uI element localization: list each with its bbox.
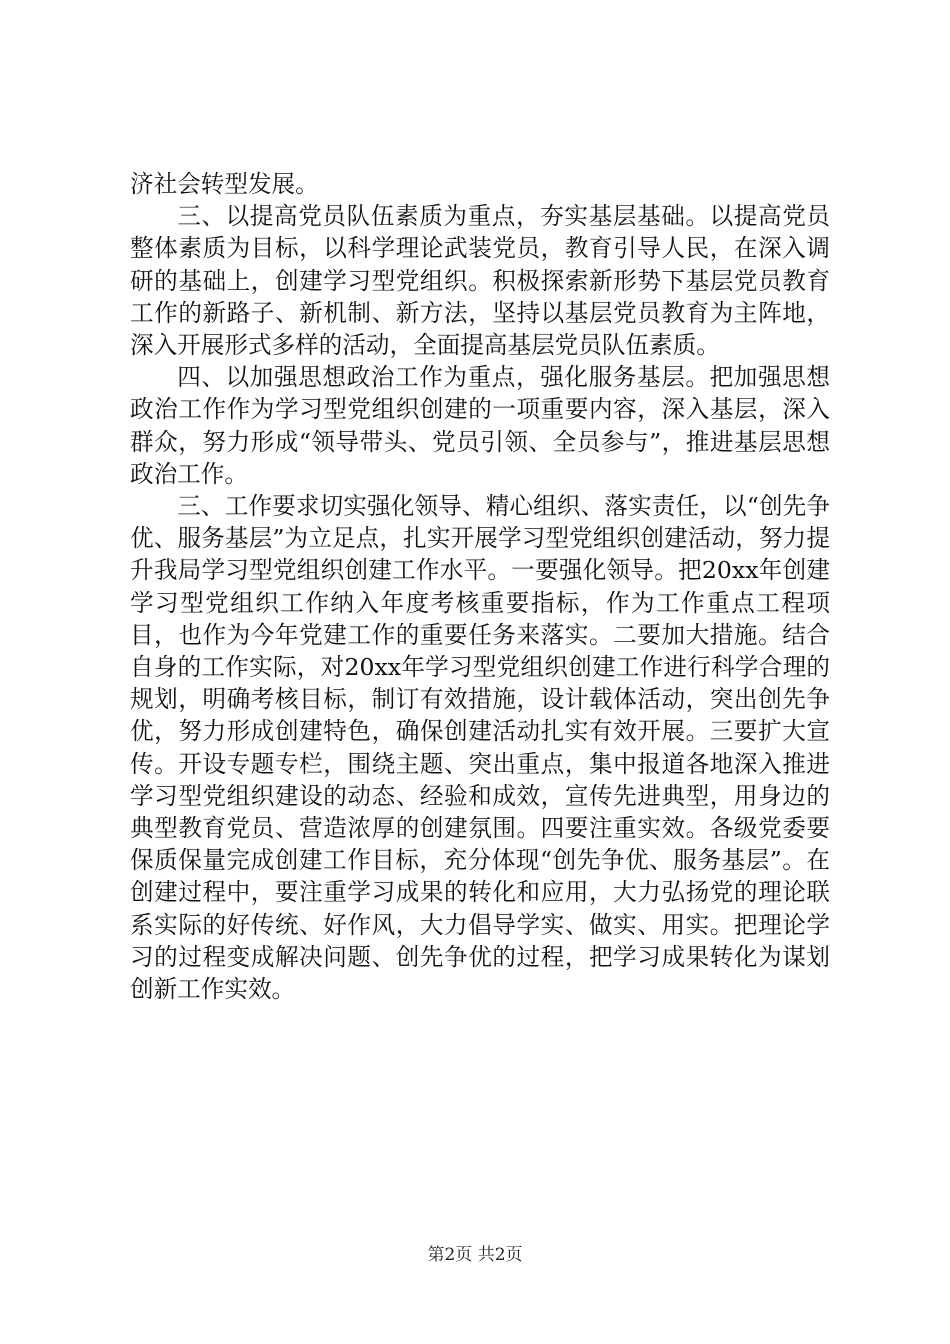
paragraph-continuation: 济社会转型发展。 [130, 170, 319, 198]
document-body [130, 168, 830, 1005]
paragraph-work-requirements: 三、工作要求切实强化领导、精心组织、落实责任，以“创先争优、服务基层”为立足点，扎实开展学习型党组织创建活动，努力提升我局学习型党组织创建工作水平。一要强化领导。把20xx年创建学习型党组织工作纳入年度考核重要指标，作为工作重点工程项目，也作为今年党建工作的重要任务来落实。二要加大措施。结合自身的工作实际，对20xx年学习型党组织创建工作进行科学合理的规划，明确考核目标，制订有效措施，设计载体活动，突出创先争优，努力形成创建特色，确保创建活动扎实有效开展。三要扩大宣传。开设专题专栏，围绕主题、突出重点，集中报道各地深入推进学习型党组织建设的动态、经验和成效，宣传先进典型，用身边的典型教育党员、营造浓厚的创建氛围。四要注重实效。各级党委要保质保量完成创建工作目标，充分体现“创先争优、服务基层”。在创建过程中，要注重学习成果的转化和应用，大力弘扬党的理论联系实际的好传统、好作风，大力倡导学实、做实、用实。把理论学习的过程变成解决问题、创先争优的过程，把学习成果转化为谋划创新工作实效。 [130, 492, 830, 1004]
page-number: 第2页 共2页 [427, 1245, 523, 1265]
page-footer [0, 1244, 950, 1266]
paragraph-section-four: 四、以加强思想政治工作为重点，强化服务基层。把加强思想政治工作作为学习型党组织创建的一项重要内容，深入基层，深入群众，努力形成“领导带头、党员引领、全员参与”，推进基层思想政治工作。 [130, 363, 830, 488]
paragraph-section-three: 三、以提高党员队伍素质为重点，夯实基层基础。以提高党员整体素质为目标，以科学理论武装党员，教育引导人民，在深入调研的基础上，创建学习型党组织。积极探索新形势下基层党员教育工作的新路子、新机制、新方法，坚持以基层党员教育为主阵地，深入开展形式多样的活动，全面提高基层党员队伍素质。 [130, 202, 830, 360]
